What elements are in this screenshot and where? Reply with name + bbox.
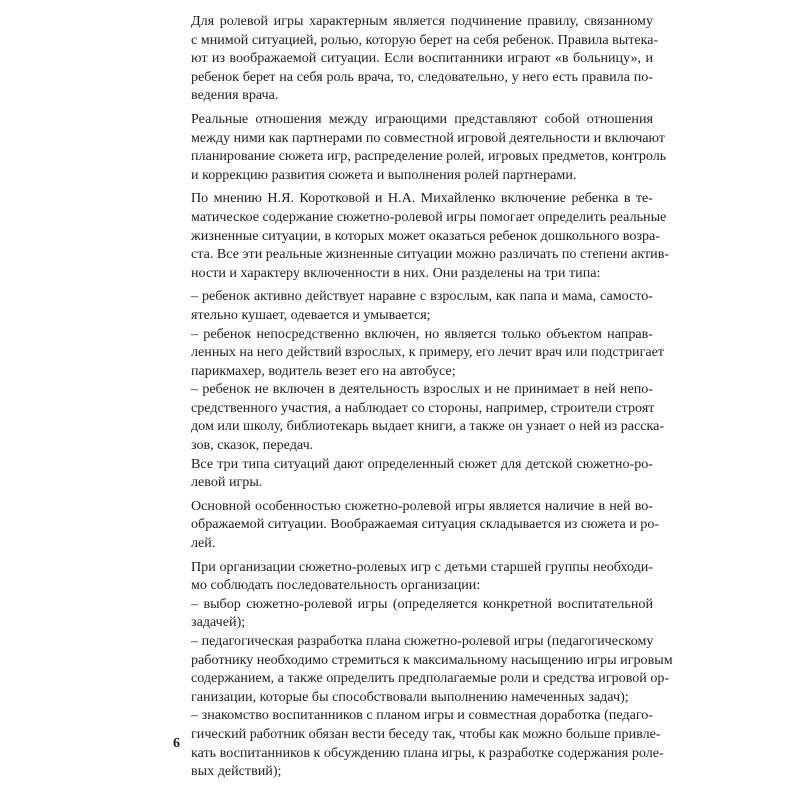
text-line: задачей); [191,614,246,631]
text-line: с мнимой ситуацией, ролью, которую берет на себя ребенок. Правила вытека- [191,31,659,48]
paragraph [173,110,667,184]
text-line: – ребенок непосредственно включен, но является только объектом направ- [191,325,653,342]
text-line: При организации сюжетно-ролевых игр с детьми старшей группы необходи- [191,558,653,575]
paragraph [173,455,653,492]
text-line: жизненные ситуации, в которых может оказаться ребенок дошкольного возра- [191,227,660,244]
text-line: кать воспитанников к обсуждению плана игры, к разработке содержания роле- [191,744,664,761]
paragraph [173,706,664,780]
text-line: ображаемой ситуации. Воображаемая ситуация складывается из сюжета и ро- [191,516,660,533]
text-line: ведения врача. [191,87,279,104]
text-line: вых действий); [191,763,282,780]
text-line: Для ролевой игры характерным является подчинение правилу, связанному [191,13,653,29]
paragraph [173,12,659,105]
text-line: По мнению Н.Я. Коротковой и Н.А. Михайленко включение ребенка в те- [191,190,653,207]
text-line: Реальные отношения между играющими представляют собой отношения [191,110,653,127]
text-line: мо соблюдать последовательность организации: [191,577,481,594]
text-line: – педагогическая разработка плана сюжетно-ролевой игры (педагогическому [191,633,654,649]
text-line: ганизации, которые бы способствовали выполнению намеченных задач); [191,688,629,705]
text-line: парикмахер, водитель везет его на автобусе; [191,362,456,379]
text-line: Основной особенностью сюжетно-ролевой игры является наличие в ней во- [191,497,653,514]
text-line: планирование сюжета игр, распределение ролей, игровых предметов, контроль [191,148,667,165]
text-line: – ребенок не включен в деятельность взрослых и не принимает в ней непо- [191,381,653,398]
text-line: и коррекцию развития сюжета и выполнения ролей партнерами. [191,166,577,183]
paragraph [173,632,673,706]
text-line: лей. [191,535,216,552]
text-line: – выбор сюжетно-ролевой игры (определяется конкретной воспитательной [191,595,653,612]
text-line: средственного участия, а наблюдает со стороны, например, строители строят [191,399,655,416]
paragraph [173,558,653,595]
text-line: ребенок берет на себя роль врача, то, следовательно, у него есть правила по- [191,68,653,85]
text-line: зов, сказок, передач. [191,437,314,454]
text-line: ности и характеру включенности в них. Они разделены на три типа: [191,264,601,281]
text-line: ют из воображаемой ситуации. Если воспитанники играют «в больницу», и [191,50,653,67]
text-line: гический работник обязан вести беседу так, чтобы как можно больше привле- [191,725,661,742]
page-number: 6 [173,736,180,751]
paragraph [173,497,660,553]
text-line: содержанием, а также определить предполагаемые роли и средства игровой ор- [191,670,670,687]
text-line: ленных на него действий взрослых, к примеру, его лечит врач или подстригает [191,344,665,361]
text-line: работнику необходимо стремиться к максимальному насыщению игры игровым [191,651,673,668]
text-line: матическое содержание сюжетно-ролевой игры помогает определить реальные [191,208,667,225]
body-text [173,12,673,781]
paragraph [173,287,653,324]
text-line: ста. Все эти реальные жизненные ситуации можно различать по степени актив- [191,246,670,263]
text-line: ятельно кушает, одевается и умывается; [191,306,431,323]
paragraph [173,325,665,381]
text-line: между ними как партнерами по совместной игровой деятельности и включают [191,129,666,146]
paragraph [173,595,653,632]
paragraph [173,189,670,282]
text-line: левой игры. [191,474,263,491]
text-line: Все три типа ситуаций дают определенный сюжет для детской сюжетно-ро- [191,455,653,472]
paragraph [173,380,665,454]
text-line: – знакомство воспитанников с планом игры и совместная доработка (педаго- [191,707,653,724]
text-line: – ребенок активно действует наравне с взрослым, как папа и мама, самосто- [191,288,653,305]
text-line: дом или школу, библиотекарь выдает книги, а также он узнает о ней из расска- [191,418,665,435]
